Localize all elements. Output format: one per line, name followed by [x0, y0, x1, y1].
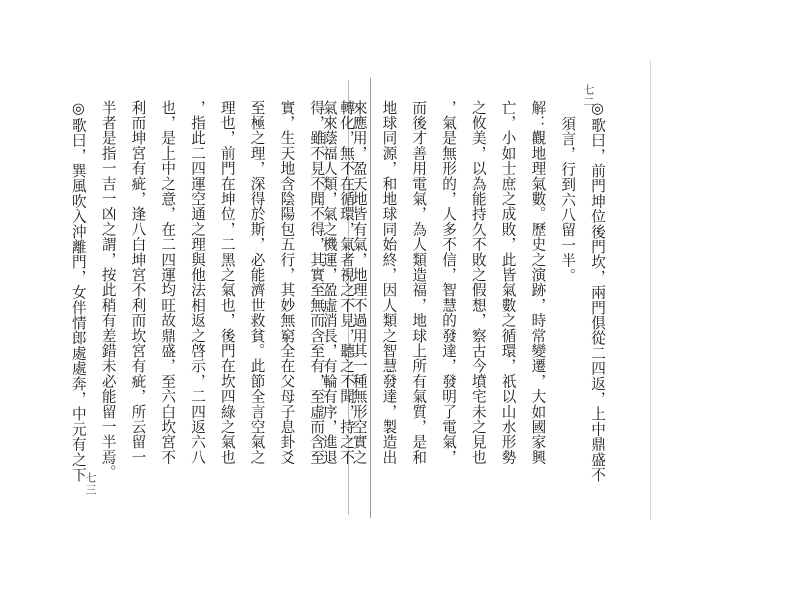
text-column: 轉化，無不在循環，氣者視之不見，聽之不聞，持之不: [338, 100, 355, 465]
text-column: ，氣是無形的，人多不信，智慧的發達，發明了電氣，: [440, 100, 458, 465]
text-column: 至極之理，深得於斯，必能濟世救貧。此節全言空氣之: [248, 100, 266, 465]
text-column: 解：觀地理氣數。歷史之演跡，時常變遷，大如國家興: [529, 100, 547, 465]
text-column: 實，生天地含陰陽包五行，其妙無窮全在父母子息卦爻: [278, 100, 296, 465]
text-column: 地球同源，和地球同始終，因人類之智慧發達，製造出: [380, 100, 398, 465]
text-column: 而後才善用電氣，為人類造福，地球上所有氣質，是和: [410, 100, 428, 465]
text-column: ，指此二四運空通之理與他法相返之啓示，二四返六八: [189, 100, 207, 465]
text-column: 也，是上中之意，在二四運均旺故鼎盛，至六白坎宮不: [159, 100, 177, 465]
page-edge-line: [650, 60, 651, 520]
text-column: ◎歌曰，巽風吹入沖離門，女伴情郎處處奔，中元有之下: [69, 100, 87, 483]
text-column: 亡，小如士庶之成敗，此皆氣數之循環，祇以山水形勢: [499, 100, 517, 465]
text-column: 來應用，盈天地皆有氣，地理不過用其一種無形空實之: [350, 100, 368, 465]
text-column: 氣來蔭福人類，氣之機運，盈虛消長，有輪有序，進退: [320, 100, 338, 465]
text-column: 之攸美，以為能持久不敗之假想，察古今墳宅未之見也: [469, 100, 487, 465]
text-column: 利而坤宮有疵，逢八白坤宮不利而坎宮有疵，所云留一: [129, 100, 147, 465]
page-number-right: 七二: [582, 84, 595, 108]
left-page-text: [63, 100, 361, 505]
text-column: 半者是指一吉一凶之謂，按此稍有差錯未必能留一半焉。: [99, 100, 117, 480]
text-column: 理也，前門在坤位，二黑之氣也，後門在坎四綠之氣也: [218, 100, 236, 465]
page-number-left: 七三: [84, 472, 97, 496]
text-column: 得，雖不見不聞不得，其實至無而含至有，至虛而含至: [308, 100, 326, 465]
text-column: ◎歌曰，前門坤位後門坎，兩門俱從二四返，上中鼎盛不: [589, 100, 606, 483]
text-column: 須言，行到六八留一半。: [559, 116, 577, 284]
